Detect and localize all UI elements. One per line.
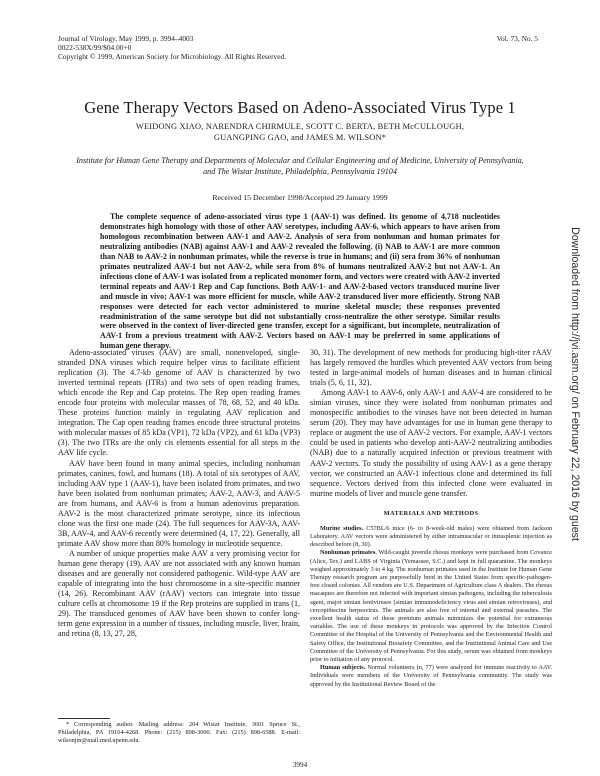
volume-issue: Vol. 73, No. 5 <box>496 34 538 43</box>
corresponding-author-footnote: * Corresponding author. Mailing address: 204 Wistar Institute, 3601 Spruce St., Philadelphia, PA 19104-4268. Phone: (215) 898-3000. Fax: (215) 898-6588. E-mail: wilsonjm@mail.med.upenn.edu. <box>58 721 300 745</box>
methods-paragraph <box>310 664 552 689</box>
runin-heading: Human subjects. <box>320 664 366 672</box>
paragraph: Adeno-associated viruses (AAV) are small, nonenveloped, single-stranded DNA viruses which require helper virus to facilitate efficient replication (3). The 4.7-kb genome of AAV is characterized by two inverted terminal repeats (ITRs) and two sets of open reading frames, which encode the Rep and Cap proteins. The Rep open reading frames encode four proteins with molecular masses of 78, 68, 52, and 40 kDa. These proteins function mainly in regulating AAV replication and integration. The Cap open reading frames encode three structural proteins with molecular masses of 85 kDa (VP1), 72 kDa (VP2), and 61 kDa (VP3) (3). The two ITRs are the only cis elements essential for all steps in the AAV life cycle. <box>58 348 300 458</box>
footnote-rule <box>58 718 110 719</box>
runin-heading: Nonhuman primates. <box>320 549 377 557</box>
page-number: 3994 <box>292 761 308 769</box>
paragraph: AAV have been found in many animal species, including nonhuman primates, canines, fowl, and humans (18). A total of six serotypes of AAV, including AAV type 1 (AAV-1), have been isolated from primates, and two have been isolated from nonhuman primates; AAV-2, AAV-3, and AAV-5 are from humans, and AAV-6 is from a human adenovirus preparation. AAV-2 is the most characterized primate serotype, since its infectious clone was the first one made (24). The full sequences for AAV-3A, AAV-3B, AAV-4, and AAV-6 recently were determined (4, 17, 22). Generally, all primate AAV show more than 80% homology in nucleotide sequence. <box>58 458 300 548</box>
download-watermark <box>566 214 584 554</box>
author-list <box>120 122 480 143</box>
runin-heading: Murine studies. <box>320 524 364 532</box>
methods-text <box>310 525 552 689</box>
paragraph: 30, 31). The development of new methods for producing high-titer rAAV has largely removed the hurdles which prevented AAV vectors from being tested in large-animal models of human diseases and in human clinical trials (5, 6, 11, 32). <box>310 348 552 388</box>
left-column <box>58 348 300 639</box>
section-heading: MATERIALS AND METHODS <box>383 509 479 517</box>
journal-citation: Journal of Virology, May 1999, p. 3994–4003 <box>58 34 194 43</box>
paragraph: Among AAV-1 to AAV-6, only AAV-1 and AAV-4 are considered to be simian viruses, since they were isolated from nonhuman primates and monospecific antibodies to the viruses have not been detected in human serum (20). They may have advantages for use in human gene therapy to replace or augment the use of AAV-2 vectors. For example, AAV-1 vectors could be used in patients who develop anti-AAV-2 neutralizing antibodies (NAB) due to a naturally acquired infection or previous treatment with AAV-2 vectors. To study the possibility of using AAV-1 as a gene therapy vector, we constructed an AAV-1 infectious clone and determined its full sequence. Vectors derived from this infected clone were evaluated in murine models of liver and muscle gene transfer. <box>310 388 552 498</box>
affiliation: Institute for Human Gene Therapy and Departments of Molecular and Cellular Engineering and of Medicine, University of Pennsylvania, and The Wistar Institute, Philadelphia, Pennsylvania 19104 <box>76 156 524 176</box>
methods-paragraph <box>310 549 552 664</box>
article-title: Gene Therapy Vectors Based on Adeno-Associated Virus Type 1 <box>84 98 516 117</box>
methods-text-body: Normal volunteers (n, 77) were analyzed for immune reactivity to AAV. Individuals were members of the University of Pennsylvania community. The study was approved by the Institutional Review Board of the <box>310 664 552 688</box>
methods-text-body: C57BL/6 mice (6- to 8-week-old males) were obtained from Jackson Laboratory. AAV vectors were administered by either intramuscular or intrasplenic injection as described before (8, 30). <box>310 524 552 549</box>
authors-line-1: WEIDONG XIAO, NARENDRA CHIRMULE, SCOTT C. BERTA, BETH McCULLOUGH, <box>135 122 465 131</box>
methods-paragraph <box>310 525 552 550</box>
received-dates: Received 15 December 1998/Accepted 29 January 1999 <box>212 193 388 202</box>
methods-text-body: Wild-caught juvenile rhesus monkeys were purchased from Covance (Alice, Tex.) and LABS of Virginia (Yemassee, S.C.) and kept in full quarantine. The monkeys weighed approximately 3 to 4 kg. The nonhuman primates used in the Institute for Human Gene Therapy research program are purposefully bred in the United States from specific-pathogen-free closed colonies. All vendors are U.S. Department of Agriculture class A dealers. The rhesus macaques are therefore not infected with important simian pathogens, including the tuberculosis agent, major simian lentiviruses (simian immunodeficiency virus and simian retroviruses), and cercopithecine herpesvirus. The animals are also free of internal and external parasites. The excellent health status of these premium animals minimizes the potential for extraneous variables. The use of these monkeys in protocols was approved by the Infection Control Committee of the Hospital of the University of Pennsylvania and the Environmental Health and Safety Office, the Institutional Biosafety Committee, and the Institutional Animal Care and Use Committee of the University of Pennsylvania. For this study, serum was obtained from monkeys prior to initiation of any protocol. <box>310 549 552 663</box>
paragraph: A number of unique properties make AAV a very promising vector for human gene therapy (19). AAV are not associated with any known human diseases and are generally not considered pathogenic. Wild-type AAV are capable of integrating into the host chromosome in a site-specific manner (14, 26). Recombinant AAV (rAAV) vectors can integrate into tissue culture cells at chromosome 19 if the Rep proteins are supplied in trans (1, 29). The transduced genomes of AAV have been shown to confer long-term gene expression in a number of tissues, including muscle, liver, brain, and retina (8, 13, 27, 28, <box>58 548 300 639</box>
download-watermark-text: Downloaded from http://jvi.asm.org/ on February 22, 2016 by guest <box>569 227 581 541</box>
journal-header <box>58 34 286 61</box>
right-column <box>310 348 552 689</box>
copyright-line: Copyright © 1999, American Society for Microbiology. All Rights Reserved. <box>58 52 287 61</box>
abstract: The complete sequence of adeno-associated virus type 1 (AAV-1) was defined. Its genome of 4,718 nucleotides demonstrates high homology with those of other AAV serotypes, including AAV-6, which appears to have arisen from homologous recombination between AAV-1 and AAV-2. Analysis of sera from nonhuman and human primates for neutralizing antibodies (NAB) against AAV-1 and AAV-2 revealed the following. (i) NAB to AAV-1 are more common than NAB to AAV-2 in nonhuman primates, while the reverse is true in humans; and (ii) sera from 36% of nonhuman primates neutralized AAV-1 but not AAV-2, while sera from 8% of humans neutralized AAV-2 but not AAV-1. An infectious clone of AAV-1 was isolated from a replicated monomer form, and vectors were created with AAV-2 inverted terminal repeats and AAV-1 Rep and Cap functions. Both AAV-1- and AAV-2-based vectors transduced murine liver and muscle in vivo; AAV-1 was more efficient for muscle, while AAV-2 transduced liver more efficiently. Strong NAB responses were detected for each vector administered to murine skeletal muscle; these responses prevented readministration of the same serotype but did not substantially cross-neutralize the other serotype. Similar results were observed in the context of liver-directed gene transfer, except for a significant, but incomplete, neutralization of AAV-1 from a previous treatment with AAV-2. Vectors based on AAV-1 may be preferred in some applications of human gene therapy. <box>100 212 500 351</box>
issn-line: 0022-538X/99/$04.00+0 <box>58 43 132 52</box>
authors-line-2: GUANGPING GAO, and JAMES M. WILSON* <box>213 132 387 142</box>
